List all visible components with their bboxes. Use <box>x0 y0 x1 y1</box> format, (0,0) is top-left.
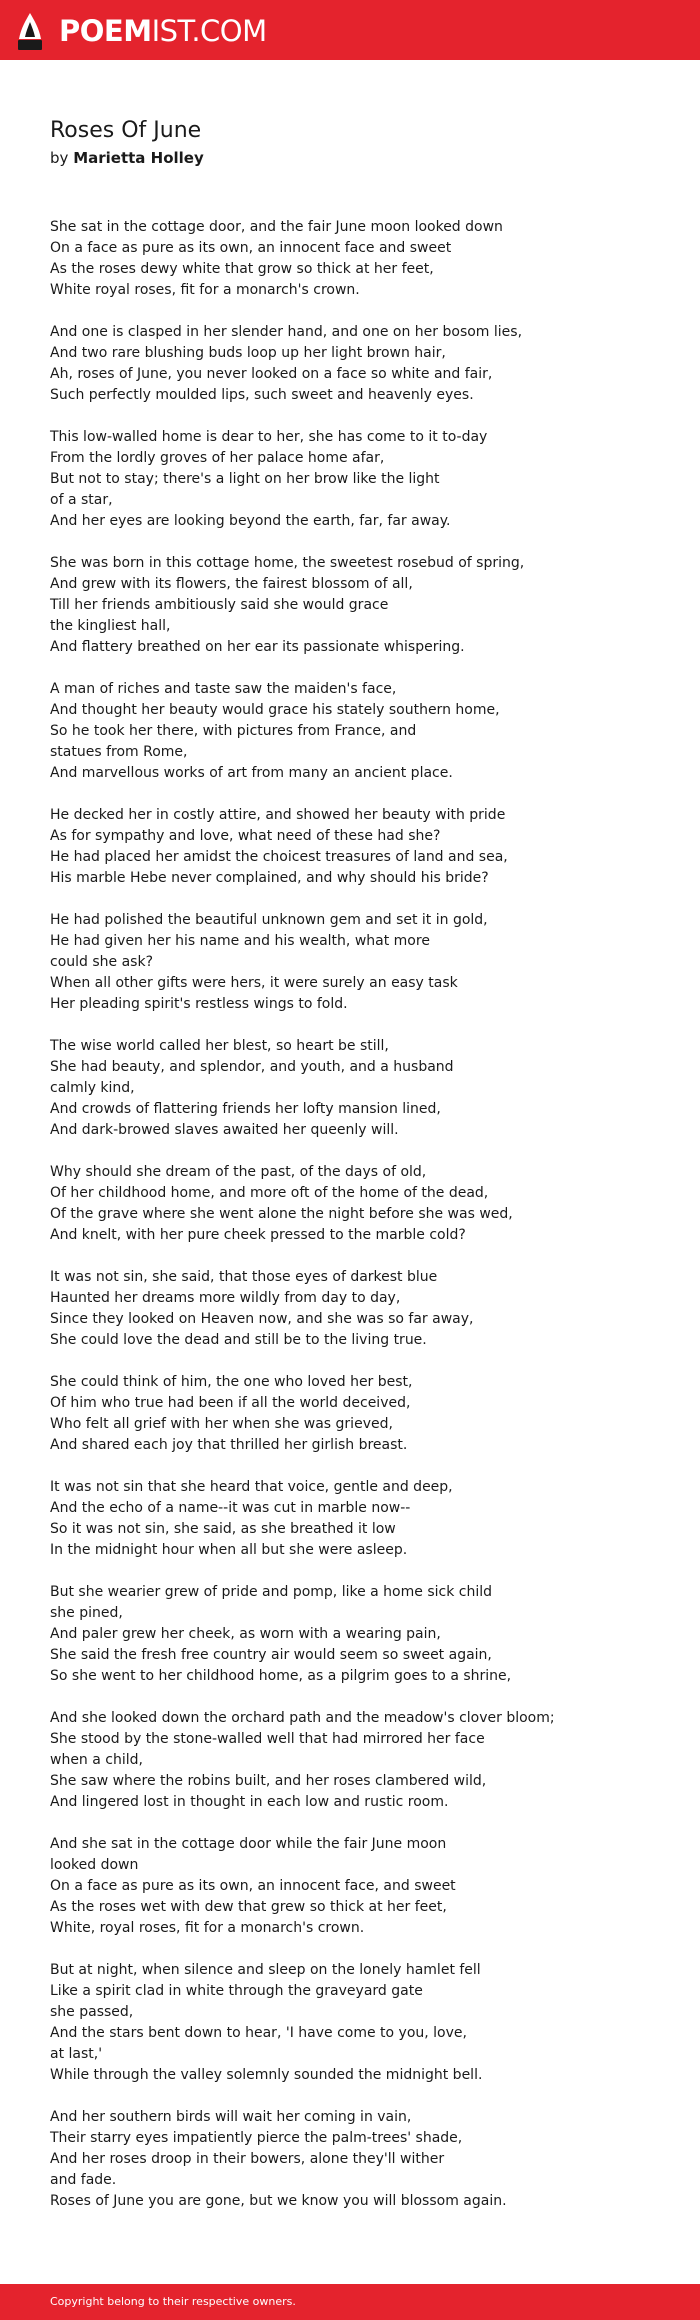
poem-line: He had given her his name and his wealth, what more <box>50 933 430 949</box>
poem-line: White, royal roses, fit for a monarch's crown. <box>50 1920 365 1936</box>
byline <box>50 147 650 169</box>
poem-body <box>50 217 650 2233</box>
poem-line: And two rare blushing buds loop up her light brown hair, <box>50 345 446 361</box>
poem-line: While through the valley solemnly sounded the midnight bell. <box>50 2067 483 2083</box>
poem-line: of a star, <box>50 492 113 508</box>
poem-line: Their starry eyes impatiently pierce the palm-trees' shade, <box>50 2130 463 2146</box>
poem-line: As the roses dewy white that grow so thick at her feet, <box>50 261 434 277</box>
copyright-notice: Copyright belong to their respective owners. <box>50 2295 296 2308</box>
stanza <box>50 1267 650 1351</box>
poem-line: Her pleading spirit's restless wings to fold. <box>50 996 348 1012</box>
poem-line: at last,' <box>50 2046 103 2062</box>
stanza <box>50 1582 650 1687</box>
poem-line: calmly kind, <box>50 1080 135 1096</box>
poem-line: Why should she dream of the past, of the days of old, <box>50 1164 427 1180</box>
site-footer <box>0 2284 700 2320</box>
poem-line: White royal roses, fit for a monarch's crown. <box>50 282 360 298</box>
poem-line: He decked her in costly attire, and showed her beauty with pride <box>50 807 506 823</box>
stanza <box>50 217 650 301</box>
poem-line: And thought her beauty would grace his stately southern home, <box>50 702 500 718</box>
poem-line: And marvellous works of art from many an ancient place. <box>50 765 453 781</box>
poem-line: And lingered lost in thought in each low and rustic room. <box>50 1794 449 1810</box>
poem-line: Of the grave where she went alone the night before she was wed, <box>50 1206 513 1222</box>
poem-line: Ah, roses of June, you never looked on a face so white and fair, <box>50 366 493 382</box>
poem-line: and fade. <box>50 2172 117 2188</box>
poem-line: As the roses wet with dew that grew so thick at her feet, <box>50 1899 447 1915</box>
poem-line: It was not sin that she heard that voice, gentle and deep, <box>50 1479 453 1495</box>
stanza <box>50 1834 650 1939</box>
poem-line: This low-walled home is dear to her, she has come to it to-day <box>50 429 488 445</box>
poem-line: could she ask? <box>50 954 154 970</box>
poem-line: And grew with its flowers, the fairest blossom of all, <box>50 576 413 592</box>
poem-line: She stood by the stone-walled well that had mirrored her face <box>50 1731 485 1747</box>
poem-line: And shared each joy that thrilled her girlish breast. <box>50 1437 408 1453</box>
poem-line: So he took her there, with pictures from France, and <box>50 723 417 739</box>
poem-line: From the lordly groves of her palace home afar, <box>50 450 385 466</box>
stanza <box>50 427 650 532</box>
poem-line: statues from Rome, <box>50 744 188 760</box>
poem-line: But she wearier grew of pride and pomp, like a home sick child <box>50 1584 492 1600</box>
poem-line: She saw where the robins built, and her roses clambered wild, <box>50 1773 487 1789</box>
poem-line: So it was not sin, she said, as she breathed it low <box>50 1521 396 1537</box>
poem-line: Haunted her dreams more wildly from day to day, <box>50 1290 401 1306</box>
poem-line: And her eyes are looking beyond the earth, far, far away. <box>50 513 451 529</box>
poem-line: Since they looked on Heaven now, and she was so far away, <box>50 1311 474 1327</box>
site-logo[interactable] <box>17 11 267 51</box>
poem-line: She said the fresh free country air would seem so sweet again, <box>50 1647 492 1663</box>
poem-line: In the midnight hour when all but she were asleep. <box>50 1542 408 1558</box>
poem-heading <box>50 116 650 169</box>
poem-line: Of her childhood home, and more oft of the home of the dead, <box>50 1185 489 1201</box>
stanza <box>50 1477 650 1561</box>
pen-nib-icon <box>17 11 43 51</box>
stanza <box>50 1036 650 1141</box>
poem-line: And paler grew her cheek, as worn with a wearing pain, <box>50 1626 441 1642</box>
poem-line: She could love the dead and still be to the living true. <box>50 1332 427 1348</box>
poem-line: On a face as pure as its own, an innocent face, and sweet <box>50 1878 456 1894</box>
poem-line: On a face as pure as its own, an innocent face and sweet <box>50 240 452 256</box>
poem-line: when a child, <box>50 1752 143 1768</box>
stanza <box>50 2107 650 2212</box>
poem-line: she passed, <box>50 2004 134 2020</box>
poem-line: And crowds of flattering friends her lofty mansion lined, <box>50 1101 441 1117</box>
poem-line: It was not sin, she said, that those eyes of darkest blue <box>50 1269 438 1285</box>
poem-line: And dark-browed slaves awaited her queenly will. <box>50 1122 399 1138</box>
poem-line: And she sat in the cottage door while the fair June moon <box>50 1836 447 1852</box>
poem-line: His marble Hebe never complained, and why should his bride? <box>50 870 489 886</box>
stanza <box>50 1162 650 1246</box>
stanza <box>50 1960 650 2086</box>
poem-line: Such perfectly moulded lips, such sweet and heavenly eyes. <box>50 387 474 403</box>
logo-text-light: IST.COM <box>151 14 267 48</box>
poem-line: She could think of him, the one who loved her best, <box>50 1374 413 1390</box>
poem-line: But at night, when silence and sleep on the lonely hamlet fell <box>50 1962 481 1978</box>
poem-line: Till her friends ambitiously said she would grace <box>50 597 389 613</box>
poem-line: A man of riches and taste saw the maiden's face, <box>50 681 397 697</box>
poem-line: He had polished the beautiful unknown gem and set it in gold, <box>50 912 488 928</box>
poem-title: Roses Of June <box>50 118 202 143</box>
poem-line: And the echo of a name--it was cut in marble now-- <box>50 1500 411 1516</box>
byline-prefix: by <box>50 149 69 167</box>
stanza <box>50 322 650 406</box>
poem-line: the kingliest hall, <box>50 618 171 634</box>
logo-wordmark <box>59 11 267 51</box>
author-name[interactable]: Marietta Holley <box>73 149 204 167</box>
poem-line: He had placed her amidst the choicest treasures of land and sea, <box>50 849 508 865</box>
poem-line: As for sympathy and love, what need of these had she? <box>50 828 441 844</box>
poem-line: she pined, <box>50 1605 123 1621</box>
stanza <box>50 910 650 1015</box>
poem-line: She was born in this cottage home, the sweetest rosebud of spring, <box>50 555 525 571</box>
stanza <box>50 805 650 889</box>
stanza <box>50 1372 650 1456</box>
poem-line: So she went to her childhood home, as a pilgrim goes to a shrine, <box>50 1668 512 1684</box>
poem-line: Roses of June you are gone, but we know you will blossom again. <box>50 2193 507 2209</box>
poem-line: Like a spirit clad in white through the graveyard gate <box>50 1983 423 1999</box>
poem-line: And she looked down the orchard path and the meadow's clover bloom; <box>50 1710 555 1726</box>
poem-line: And flattery breathed on her ear its passionate whispering. <box>50 639 465 655</box>
poem-line: When all other gifts were hers, it were surely an easy task <box>50 975 458 991</box>
stanza <box>50 1708 650 1813</box>
poem-line: And one is clasped in her slender hand, and one on her bosom lies, <box>50 324 523 340</box>
logo-text-bold: POEM <box>59 14 152 48</box>
stanza <box>50 679 650 784</box>
poem-line: She had beauty, and splendor, and youth, and a husband <box>50 1059 454 1075</box>
site-header <box>0 0 700 60</box>
poem-line: And her roses droop in their bowers, alone they'll wither <box>50 2151 445 2167</box>
poem-line: The wise world called her blest, so heart be still, <box>50 1038 389 1054</box>
poem-line: And her southern birds will wait her coming in vain, <box>50 2109 412 2125</box>
poem-line: looked down <box>50 1857 139 1873</box>
poem-line: And knelt, with her pure cheek pressed to the marble cold? <box>50 1227 466 1243</box>
stanza <box>50 553 650 658</box>
poem-line: Of him who true had been if all the world deceived, <box>50 1395 411 1411</box>
poem-line: And the stars bent down to hear, 'I have come to you, love, <box>50 2025 467 2041</box>
poem-line: But not to stay; there's a light on her brow like the light <box>50 471 440 487</box>
poem-line: Who felt all grief with her when she was grieved, <box>50 1416 393 1432</box>
poem-line: She sat in the cottage door, and the fair June moon looked down <box>50 219 503 235</box>
